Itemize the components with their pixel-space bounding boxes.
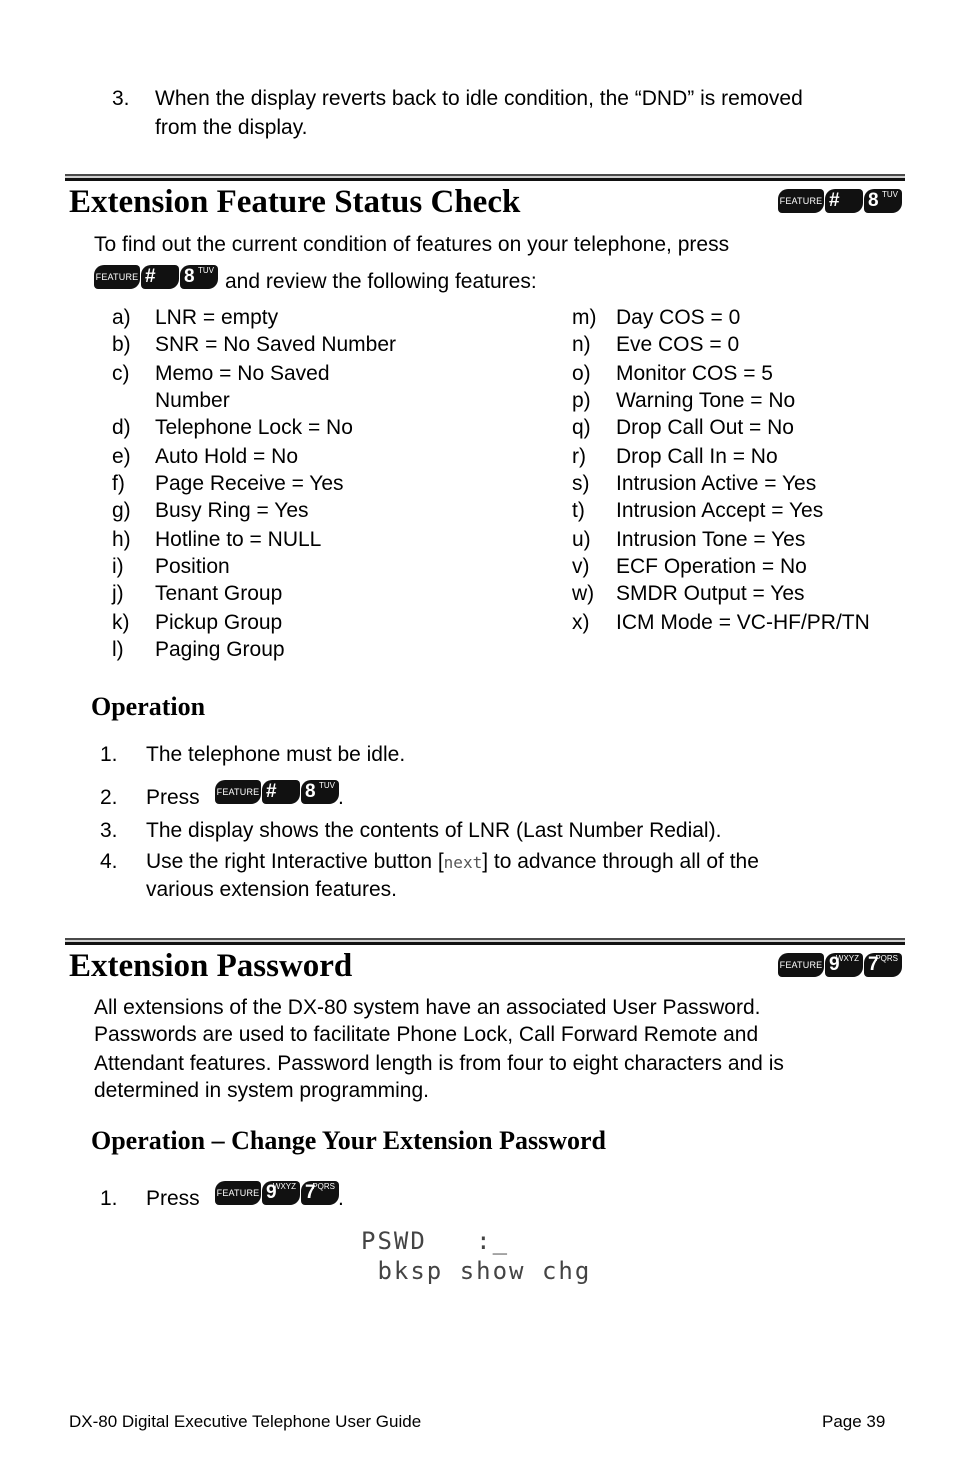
step-number: 4. (100, 850, 118, 873)
step-text: Press (146, 786, 200, 809)
list-item-letter: m) (572, 306, 597, 329)
feature-key-icon: FEATURE (94, 265, 140, 289)
list-item-letter: p) (572, 389, 591, 412)
list-item-letter: w) (572, 582, 595, 605)
list-item-letter: b) (112, 333, 131, 356)
list-item: ICM Mode = VC-HF/PR/TN (616, 611, 870, 634)
key-7-icon: 7 PQRS (301, 1181, 339, 1205)
footer-title: DX-80 Digital Executive Telephone User Guide (69, 1412, 422, 1431)
step-key-sequence (215, 1181, 340, 1205)
list-item-letter: q) (572, 416, 591, 439)
feature-key-icon: FEATURE (778, 953, 824, 977)
list-item-letter: g) (112, 499, 131, 522)
step-suffix: . (338, 786, 344, 809)
step-text: The telephone must be idle. (146, 743, 406, 766)
key-9-icon: 9 WXYZ (825, 953, 863, 977)
list-item-letter: o) (572, 362, 591, 385)
key-8-icon: 8 TUV (180, 265, 218, 289)
lcd-display-line1: PSWD :_ (361, 1227, 510, 1255)
feature-status-intro-line1: To find out the current condition of features on your telephone, press (94, 233, 730, 256)
list-item: Pickup Group (155, 611, 283, 634)
hash-key-icon: # (141, 265, 179, 289)
list-item: Position (155, 555, 230, 578)
list-item-letter: l) (112, 638, 124, 661)
list-item: Hotline to = NULL (155, 528, 322, 551)
list-item: Page Receive = Yes (155, 472, 344, 495)
list-item-letter: r) (572, 445, 586, 468)
intro-step-line2: from the display. (155, 116, 308, 139)
inline-key-sequence (94, 265, 219, 289)
lcd-display-line2: bksp show chg (361, 1257, 592, 1285)
list-item-letter: v) (572, 555, 590, 578)
step-number: 2. (100, 786, 118, 809)
feature-key-icon: FEATURE (778, 189, 824, 213)
step-number: 1. (100, 743, 118, 766)
operation-change-password-heading: Operation – Change Your Extension Password (91, 1126, 606, 1155)
list-item: Eve COS = 0 (616, 333, 740, 356)
password-paragraph-line: All extensions of the DX-80 system have an associated User Password. (94, 996, 761, 1019)
password-paragraph-line: determined in system programming. (94, 1079, 429, 1102)
list-item: ECF Operation = No (616, 555, 807, 578)
list-item-letter: e) (112, 445, 131, 468)
list-item-letter: u) (572, 528, 591, 551)
list-item-letter: c) (112, 362, 130, 385)
password-paragraph-line: Attendant features. Password length is from four to eight characters and is (94, 1052, 784, 1075)
list-item-letter: n) (572, 333, 591, 356)
step-text: Use the right Interactive button [next] to advance through all of the (146, 850, 759, 873)
hash-key-icon: # (825, 189, 863, 213)
operation-heading: Operation (91, 692, 206, 721)
hash-key-icon: # (262, 780, 300, 804)
list-item-continued: Number (155, 389, 230, 412)
list-item: Intrusion Tone = Yes (616, 528, 806, 551)
feature-status-intro-line2: and review the following features: (225, 270, 537, 293)
key-8-icon: 8 TUV (864, 189, 902, 213)
intro-step-line1: When the display reverts back to idle condition, the “DND” is removed (155, 87, 803, 110)
list-item-letter: f) (112, 472, 125, 495)
list-item-letter: a) (112, 306, 131, 329)
list-item-letter: i) (112, 555, 124, 578)
list-item: Auto Hold = No (155, 445, 299, 468)
list-item: Telephone Lock = No (155, 416, 353, 439)
list-item: Tenant Group (155, 582, 283, 605)
section-title-password: Extension Password (69, 948, 353, 984)
step-text-continued: various extension features. (146, 878, 397, 901)
list-item-letter: h) (112, 528, 131, 551)
step-text: Press (146, 1187, 200, 1210)
list-item: SNR = No Saved Number (155, 333, 397, 356)
feature-key-icon: FEATURE (215, 780, 261, 804)
step-number: 3. (100, 819, 118, 842)
list-item: Drop Call Out = No (616, 416, 794, 439)
section-title-feature-status: Extension Feature Status Check (69, 184, 521, 220)
list-item: Busy Ring = Yes (155, 499, 309, 522)
list-item: SMDR Output = Yes (616, 582, 805, 605)
list-item-letter: d) (112, 416, 131, 439)
key-7-icon: 7 PQRS (864, 953, 902, 977)
list-item: Monitor COS = 5 (616, 362, 773, 385)
list-item: Paging Group (155, 638, 285, 661)
list-item-letter: k) (112, 611, 130, 634)
list-item-letter: x) (572, 611, 590, 634)
feature-status-key-sequence (778, 189, 903, 213)
list-item: Memo = No Saved (155, 362, 330, 385)
intro-step-number: 3. (112, 87, 130, 110)
step-key-sequence (215, 780, 340, 804)
list-item: LNR = empty (155, 306, 279, 329)
key-8-icon: 8 TUV (301, 780, 339, 804)
list-item-letter: s) (572, 472, 590, 495)
list-item: Drop Call In = No (616, 445, 778, 468)
section-divider (65, 938, 905, 945)
feature-key-icon: FEATURE (215, 1181, 261, 1205)
list-item: Intrusion Accept = Yes (616, 499, 824, 522)
footer-page-number: Page 39 (822, 1412, 886, 1431)
step-suffix: . (338, 1187, 344, 1210)
step-number: 1. (100, 1187, 118, 1210)
list-item-letter: t) (572, 499, 585, 522)
list-item: Day COS = 0 (616, 306, 741, 329)
key-9-icon: 9 WXYZ (262, 1181, 300, 1205)
list-item-letter: j) (112, 582, 124, 605)
list-item: Warning Tone = No (616, 389, 796, 412)
next-button-label: next (443, 853, 483, 872)
step-text: The display shows the contents of LNR (Last Number Redial). (146, 819, 722, 842)
password-key-sequence (778, 953, 903, 977)
list-item: Intrusion Active = Yes (616, 472, 817, 495)
password-paragraph-line: Passwords are used to facilitate Phone Lock, Call Forward Remote and (94, 1023, 759, 1046)
section-divider (65, 174, 905, 181)
